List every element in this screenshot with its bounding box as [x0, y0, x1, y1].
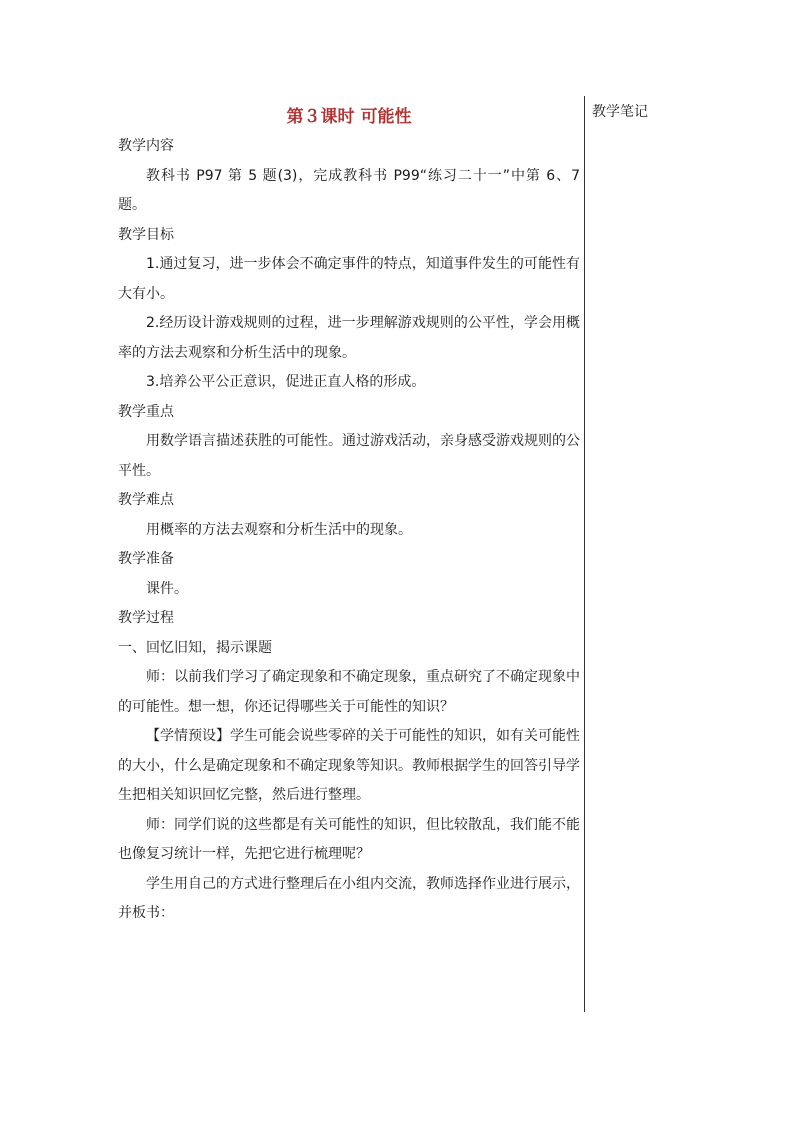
process-heading: 教学过程: [118, 610, 174, 626]
lesson-title: 第３课时 可能性: [286, 107, 412, 127]
preparation-heading: 教学准备: [118, 551, 174, 567]
key-points-heading: 教学重点: [118, 403, 174, 420]
paragraph-4: 学生用自己的方式进行整理后在小组内交流，教师选择作业进行展示，并板书：: [118, 875, 580, 921]
goal-2: 2.经历设计游戏规则的过程，进一步理解游戏规则的公平性，学会用概率的方法去观察和分析生活中的现象。: [118, 315, 580, 361]
key-points-text: 用数学语言描述获胜的可能性。通过游戏活动，亲身感受游戏规则的公平性。: [118, 433, 580, 479]
preparation-text: 课件。: [146, 580, 188, 597]
paragraph-2: 【学情预设】学生可能会说些零碎的关于可能性的知识，如有关可能性的大小，什么是确定现象和不确定现象等知识。教师根据学生的回答引导学生把相关知识回忆完整，然后进行整理。: [118, 728, 580, 803]
paragraph-3: 师：同学们说的这些都是有关可能性的知识，但比较散乱，我们能不能也像复习统计一样，先把它进行梳理呢？: [118, 816, 580, 862]
paragraph-1: 师：以前我们学习了确定现象和不确定现象，重点研究了不确定现象中的可能性。想一想，你还记得哪些关于可能性的知识？: [118, 669, 580, 715]
column-divider: [584, 96, 585, 1012]
lesson-content: [118, 102, 580, 929]
goal-1: 1.通过复习，进一步体会不确定事件的特点，知道事件发生的可能性有大有小。: [118, 256, 580, 302]
content-heading: 教学内容: [118, 138, 174, 154]
difficulty-heading: 教学难点: [118, 492, 174, 508]
step-1-heading: 一、回忆旧知，揭示课题: [118, 639, 272, 656]
goals-heading: 教学目标: [118, 226, 174, 243]
teaching-notes-label: 教学笔记: [592, 104, 648, 120]
goal-3: 3.培养公平公正意识，促进正直人格的形成。: [146, 374, 426, 390]
difficulty-text: 用概率的方法去观察和分析生活中的现象。: [146, 521, 412, 538]
content-text: 教科书 P97 第 5 题(3)，完成教科书 P99“练习二十一”中第 6、7 题。: [118, 167, 580, 213]
